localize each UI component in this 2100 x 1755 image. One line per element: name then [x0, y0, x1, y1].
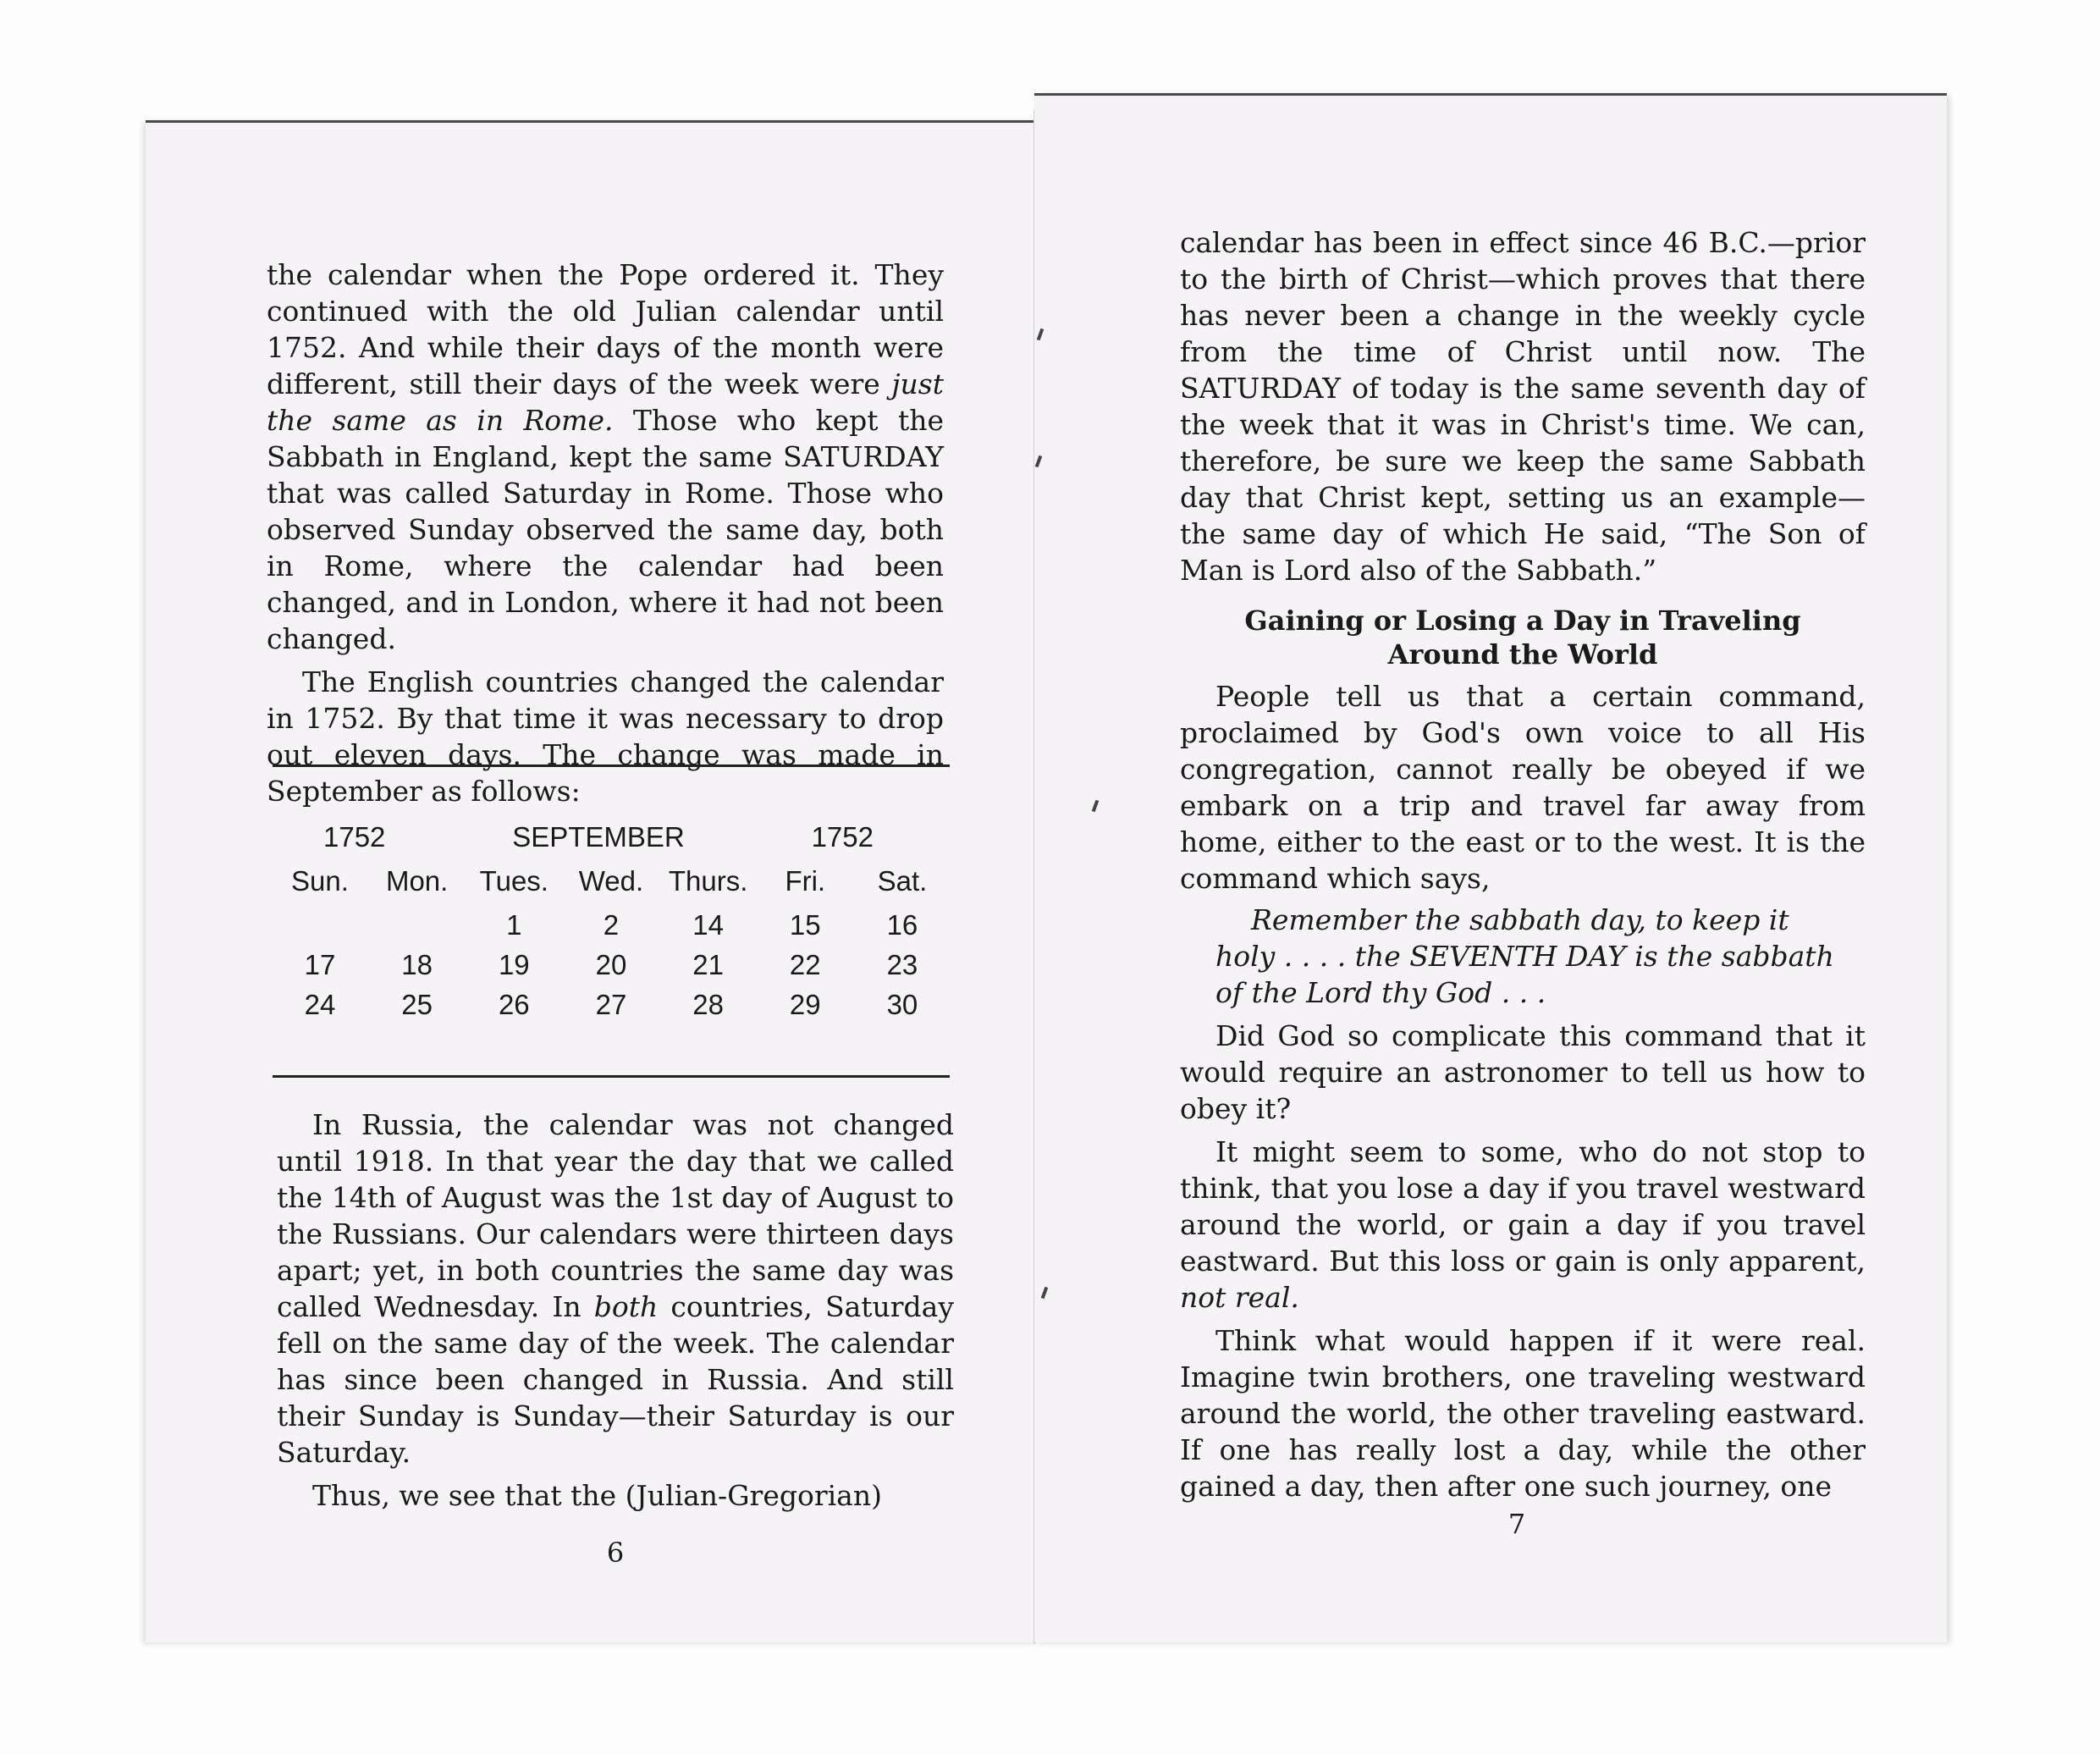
calendar-date: 16	[886, 909, 918, 941]
calendar-date: 21	[692, 949, 724, 980]
calendar-date	[370, 905, 465, 945]
italic-run: not real.	[1180, 1281, 1299, 1314]
calendar-date: 24	[304, 989, 336, 1020]
calendar-week	[273, 985, 950, 1024]
day-name: Tues.	[479, 865, 548, 897]
day-name: Wed.	[578, 865, 644, 897]
paragraph-astronomer: Did God so complicate this command that it would require an astronomer to tell us how to obey it?	[1180, 1019, 1866, 1125]
calendar-date: 2	[603, 909, 620, 941]
calendar-date	[273, 905, 367, 945]
page-number-right: 7	[1507, 1508, 1526, 1540]
calendar-month: SEPTEMBER	[512, 821, 685, 853]
text-run: It might seem to some, who do not stop to think, that you lose a day if you travel westward around the world, or gain a day if you travel eastward. But this loss or gain is only apparent,	[1180, 1135, 1866, 1278]
calendar-date: 28	[692, 989, 724, 1020]
calendar-week	[273, 905, 950, 945]
scripture-quote	[1180, 902, 1866, 1011]
paragraph-russia	[277, 1107, 954, 1471]
calendar-bottom-rule	[273, 1075, 950, 1078]
calendar-top-rule	[273, 764, 950, 767]
day-name: Thurs.	[668, 865, 748, 897]
calendar-date: 1	[506, 909, 522, 941]
heading-line: Gaining or Losing a Day in Traveling	[1244, 604, 1801, 637]
paragraph-calendar-effect: calendar has been in effect since 46 B.C.—prior to the birth of Christ—which proves that there has never been a change in the weekly cycle from the time of Christ until now. The SATURDAY of today is the same seventh day of the week that it was in Christ's time. We can, therefore, be sure we keep the same Sabbath day that Christ kept, setting us an example—the same day of which He said, “The Son of Man is Lord also of the Sabbath.”	[1180, 226, 1866, 587]
paragraph-england	[267, 257, 944, 657]
text-run: Those who kept the Sabbath in England, kept the same SATURDAY that was called Saturday in Rome. Those who observed Sunday observed the same day, both in Rome, where the calendar had been changed, and in London, where it had not been changed.	[267, 404, 944, 655]
left-page-top-text	[267, 257, 944, 809]
calendar-date: 20	[595, 949, 627, 980]
day-name: Sat.	[877, 865, 928, 897]
calendar-header	[273, 817, 950, 858]
open-booklet	[146, 93, 1947, 1651]
right-page	[1034, 93, 1947, 1642]
day-name: Mon.	[385, 865, 449, 897]
italic-run: just the same as in Rome.	[267, 367, 944, 437]
calendar-date: 19	[498, 949, 530, 980]
calendar-year-left: 1752	[323, 821, 386, 853]
calendar-date: 26	[498, 989, 530, 1020]
quote-line: holy . . . . the SEVENTH DAY is the sabbath	[1215, 940, 1834, 973]
text-run: In Russia, the calendar was not changed until 1918. In that year the day that we called the 14th of August was the 1st day of August to the Russians. Our calendars were thirteen days apart; yet, in both countries the same day was called Wednesday. In	[277, 1108, 954, 1323]
page-number-left: 6	[606, 1537, 625, 1569]
day-name: Sun.	[291, 865, 349, 897]
calendar-date: 23	[886, 949, 918, 980]
paragraph-lose-day	[1180, 1134, 1866, 1316]
calendar-date: 29	[789, 989, 821, 1020]
paragraph-command: People tell us that a certain command, proclaimed by God's own voice to all His congregation, cannot really be obeyed if we embark on a trip and travel far away from home, either to the east or to the west. It is the command which says,	[1180, 680, 1866, 895]
paragraph-thus: Thus, we see that the (Julian-Gregorian)	[312, 1479, 882, 1512]
left-page-bottom-text	[277, 1107, 954, 1514]
left-page	[146, 120, 1036, 1642]
quote-line: Remember the sabbath day, to keep it	[1251, 903, 1789, 936]
calendar-date: 15	[789, 909, 821, 941]
heading-line: Around the World	[1387, 638, 1658, 671]
calendar-date: 27	[595, 989, 627, 1020]
italic-run: both	[593, 1290, 659, 1323]
calendar-date: 17	[304, 949, 336, 980]
calendar-day-names	[273, 858, 950, 905]
paragraph-twin-brothers: Think what would happen if it were real. Imagine twin brothers, one traveling westward around the world, the other traveling eastward. If one has really lost a day, while the other gained a day, then after one such journey, one	[1180, 1324, 1866, 1503]
calendar-year-right: 1752	[811, 821, 874, 853]
day-name: Fri.	[785, 865, 826, 897]
calendar-date: 22	[789, 949, 821, 980]
section-heading	[1180, 604, 1866, 671]
text-run: countries, Saturday fell on the same day of the week. The calendar has since been changed in Russia. And still their Sunday is Sunday—their Saturday is our Saturday.	[277, 1290, 954, 1469]
calendar-date: 14	[692, 909, 724, 941]
september-1752-calendar	[273, 817, 950, 1024]
calendar-date: 30	[886, 989, 918, 1020]
calendar-date: 18	[401, 949, 433, 980]
text-run: the calendar when the Pope ordered it. They continued with the old Julian calendar until 1752. And while their days of the month were different, still their days of the week were	[267, 258, 944, 400]
calendar-week	[273, 945, 950, 985]
quote-line: of the Lord thy God . . .	[1215, 976, 1546, 1009]
right-page-text	[1180, 224, 1866, 1504]
paragraph-english-change: The English countries changed the calendar in 1752. By that time it was necessary to drop out eleven days. The change was made in September as follows:	[267, 665, 944, 808]
calendar-date: 25	[401, 989, 433, 1020]
